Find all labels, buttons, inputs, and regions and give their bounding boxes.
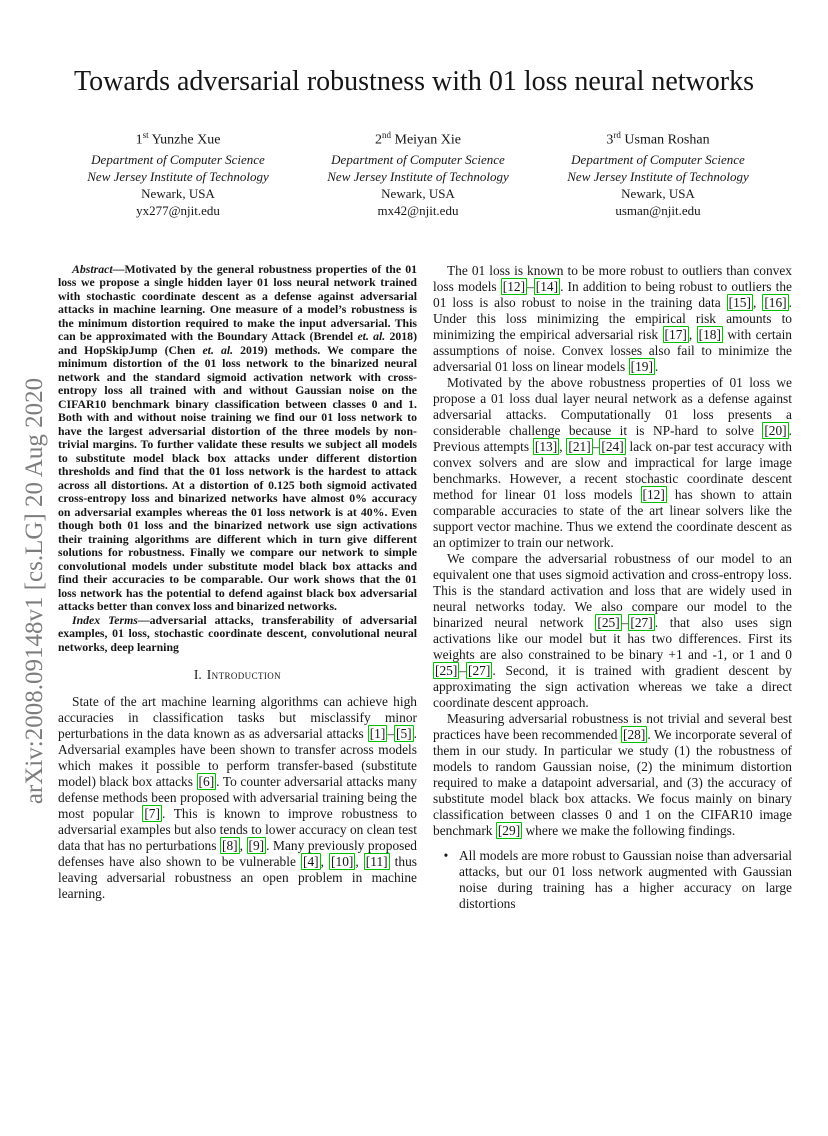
author-name: [298, 127, 538, 149]
intro-paragraph: State of the art machine learning algorithms can achieve high accuracies in classification tasks but misclassify minor perturbations in the data known as as adversarial attacks [1] – [5] . Adversarial examples have been shown to transfer across models which makes it possible to perform transfer-based (substitute model) black box attacks [6] . To counter adversarial attacks many defense methods been proposed with adversarial training being the most popular [7] . This is known to improve robustness to adversarial examples but also tends to lower accuracy on clean test data that has no perturbations [8] , [9] . Many previously proposed defenses have also shown to be vulnerable [4] , [10] , [11] thus leaving adversarial robustness an open problem in machine learning.: [58, 694, 417, 902]
citation-link[interactable]: [1]: [369, 726, 386, 742]
citation-link[interactable]: [17]: [664, 326, 687, 342]
citation-link[interactable]: [12]: [642, 486, 665, 502]
citation-link[interactable]: [8]: [222, 838, 238, 854]
abstract-paragraph: Abstract—Motivated by the general robustness properties of the 01 loss we propose a single hidden layer 01 loss neural network trained with stochastic coordinate descent as a defense against adversarial attacks in machine learning. One measure of a model’s robustness is the minimum distortion required to make the input adversarial. This can be approximated with the Boundary Attack (Brendel et. al. 2018) and HopSkipJump (Chen et. al. 2019) methods. We compare the minimum distortion of the 01 loss network to the binarized neural network and the standard sigmoid activation network with cross-entropy loss all trained with and without Gaussian noise on the CIFAR10 benchmark binary classification between classes 0 and 1. Both with and without noise training we find our 01 loss network to have the largest adversarial distortion of the three models by non-trivial margins. To further validate these results we subject all models to substitute model black box attacks under different distortion thresholds and find that the 01 loss network is the hardest to attack across all distortions. At a distortion of 0.125 both sigmoid activated cross-entropy loss and binarized networks have almost 0% accuracy on adversarial examples whereas the 01 loss network is at 40%. Even though both 01 loss and the binarized network use sign activations their training algorithms are different which in turn give different solutions for robustness. Finally we compare our network to simple convolutional models under substitute model black box attacks and find their accuracies to be comparable. Our work shows that the 01 loss network has the potential to defend against black box adversarial attacks better than convex loss and binarized networks.: [58, 261, 417, 614]
author-order-suffix: nd: [382, 129, 391, 140]
author-card: [298, 127, 538, 219]
italic-text: Abstract: [72, 261, 113, 276]
bullet-icon: •: [443, 847, 449, 863]
citation-link[interactable]: [25]: [597, 614, 620, 630]
citation-link[interactable]: [11]: [365, 854, 388, 870]
author-order: 2: [375, 132, 382, 148]
author-location: Newark, USA: [381, 185, 455, 201]
body-paragraph: Measuring adversarial robustness is not trivial and several best practices have been recommended [28] . We incorporate several of them in our study. In particular we study (1) the robustness of models to random Gaussian noise, (2) the minimum distortion required to make a datapoint adversarial, and (3) the accuracy of substitute model black box attacks. We focus mainly on binary classification between classes 0 and 1 on the CIFAR10 image benchmark [29] where we make the following findings.: [433, 710, 793, 838]
paper-title: Towards adversarial robustness with 01 loss neural networks: [73, 66, 754, 97]
author-name-text: Meiyan Xie: [394, 132, 461, 148]
finding-item: [433, 848, 792, 912]
citation-link[interactable]: [21]: [568, 438, 591, 454]
author-name-text: Yunzhe Xue: [151, 132, 221, 148]
author-institution: New Jersey Institute of Technology: [327, 168, 509, 184]
index-terms-paragraph: Index Terms—adversarial attacks, transferability of adversarial examples, 01 loss, stochastic coordinate descent, convolutional neural networks, deep learning: [58, 612, 417, 654]
author-email: usman@njit.edu: [615, 202, 701, 218]
author-department: Department of Computer Science: [331, 151, 505, 167]
author-order: 1: [135, 132, 143, 148]
italic-text: et. al.: [202, 342, 234, 357]
citation-link[interactable]: [6]: [198, 774, 215, 790]
author-card: [538, 127, 778, 219]
author-order-suffix: rd: [613, 129, 621, 140]
paper-page: [0, 64, 828, 912]
body-paragraph: The 01 loss is known to be more robust to outliers than convex loss models [12] – [14] . In addition to being robust to outliers the 01 loss is also robust to noise in the training data [15] , [16] . Under this loss minimizing the empirical risk amounts to minimizing the empirical adversarial risk [17] , [18] with certain assumptions of noise. Convex losses also fail to minimize the adversarial 01 loss on linear models [19] .: [433, 262, 792, 374]
citation-link[interactable]: [28]: [623, 726, 646, 742]
citation-link[interactable]: [5]: [396, 726, 412, 742]
author-block: [58, 127, 778, 219]
citation-link[interactable]: [15]: [728, 294, 751, 310]
citation-link[interactable]: [29]: [497, 822, 521, 838]
author-email: yx277@njit.edu: [136, 202, 220, 218]
body-paragraph: Motivated by the above robustness properties of 01 loss we propose a 01 loss dual layer neural network as a defense against adversarial attacks. Computationally 01 loss presents a considerable challenge because it is NP-hard to solve [20] . Previous attempts [13] , [21] – [24] lack on-par test accuracy with convex solvers and are slow and impractical for large image benchmarks. However, a recent stochastic coordinate descent method for linear 01 loss models [12] has shown to attain comparable accuracies to state of the art linear solvers like the support vector machine. Thus we extend the coordinate descent as an optimizer to train our network.: [433, 374, 792, 550]
citation-link[interactable]: [9]: [248, 838, 265, 854]
author-department: Department of Computer Science: [91, 151, 265, 167]
author-department: Department of Computer Science: [571, 151, 745, 167]
finding-text: All models are more robust to Gaussian noise than adversarial attacks, but our 01 loss network augmented with Gaussian noise during training has a higher accuracy on large distortions: [459, 847, 792, 911]
citation-link[interactable]: [10]: [331, 854, 354, 870]
author-institution: New Jersey Institute of Technology: [567, 168, 749, 184]
author-name: [538, 127, 778, 149]
author-order-suffix: st: [142, 129, 149, 140]
citation-link[interactable]: [4]: [303, 854, 319, 870]
citation-link[interactable]: [27]: [468, 662, 491, 678]
right-column: [433, 263, 792, 912]
citation-link[interactable]: [14]: [535, 278, 559, 294]
italic-text: Index Terms: [72, 612, 138, 627]
left-column: [58, 263, 417, 912]
citation-link[interactable]: [7]: [144, 806, 160, 822]
section-title: Introduction: [206, 667, 282, 683]
author-location: Newark, USA: [141, 185, 215, 201]
citation-link[interactable]: [16]: [764, 294, 787, 310]
author-name: [58, 127, 298, 149]
author-institution: New Jersey Institute of Technology: [87, 168, 269, 184]
body-paragraph: We compare the adversarial robustness of our model to an equivalent one that uses sigmoid activation and cross-entropy loss. This is the standard activation and loss that are widely used in neural networks today. We also compare our model to the binarized neural network [25] – [27] . that also uses sign activations like our model but it has two differences. First its weights are also constrained to be binary +1 and -1, or 1 and 0 [25] – [27] . Second, it is trained with gradient descent by approximating the sign activation whereas we take a direct coordinate descent approach.: [433, 550, 792, 710]
italic-text: et. al.: [357, 329, 386, 344]
author-name-text: Usman Roshan: [624, 132, 710, 148]
section-heading-introduction: [58, 667, 417, 683]
citation-link[interactable]: [12]: [502, 278, 526, 294]
author-location: Newark, USA: [621, 185, 695, 201]
citation-link[interactable]: [19]: [630, 358, 653, 374]
citation-link[interactable]: [20]: [764, 422, 787, 438]
citation-link[interactable]: [25]: [435, 662, 458, 678]
citation-link[interactable]: [24]: [601, 438, 624, 454]
author-card: [58, 127, 298, 219]
author-email: mx42@njit.edu: [377, 202, 459, 218]
two-column-layout: [58, 263, 792, 912]
author-order: 3: [606, 132, 614, 148]
section-number: I.: [193, 667, 202, 683]
citation-link[interactable]: [27]: [630, 614, 653, 630]
arxiv-watermark: arXiv:2008.09148v1 [cs.LG] 20 Aug 2020: [21, 377, 48, 805]
citation-link[interactable]: [18]: [698, 326, 721, 342]
citation-link[interactable]: [13]: [534, 438, 558, 454]
